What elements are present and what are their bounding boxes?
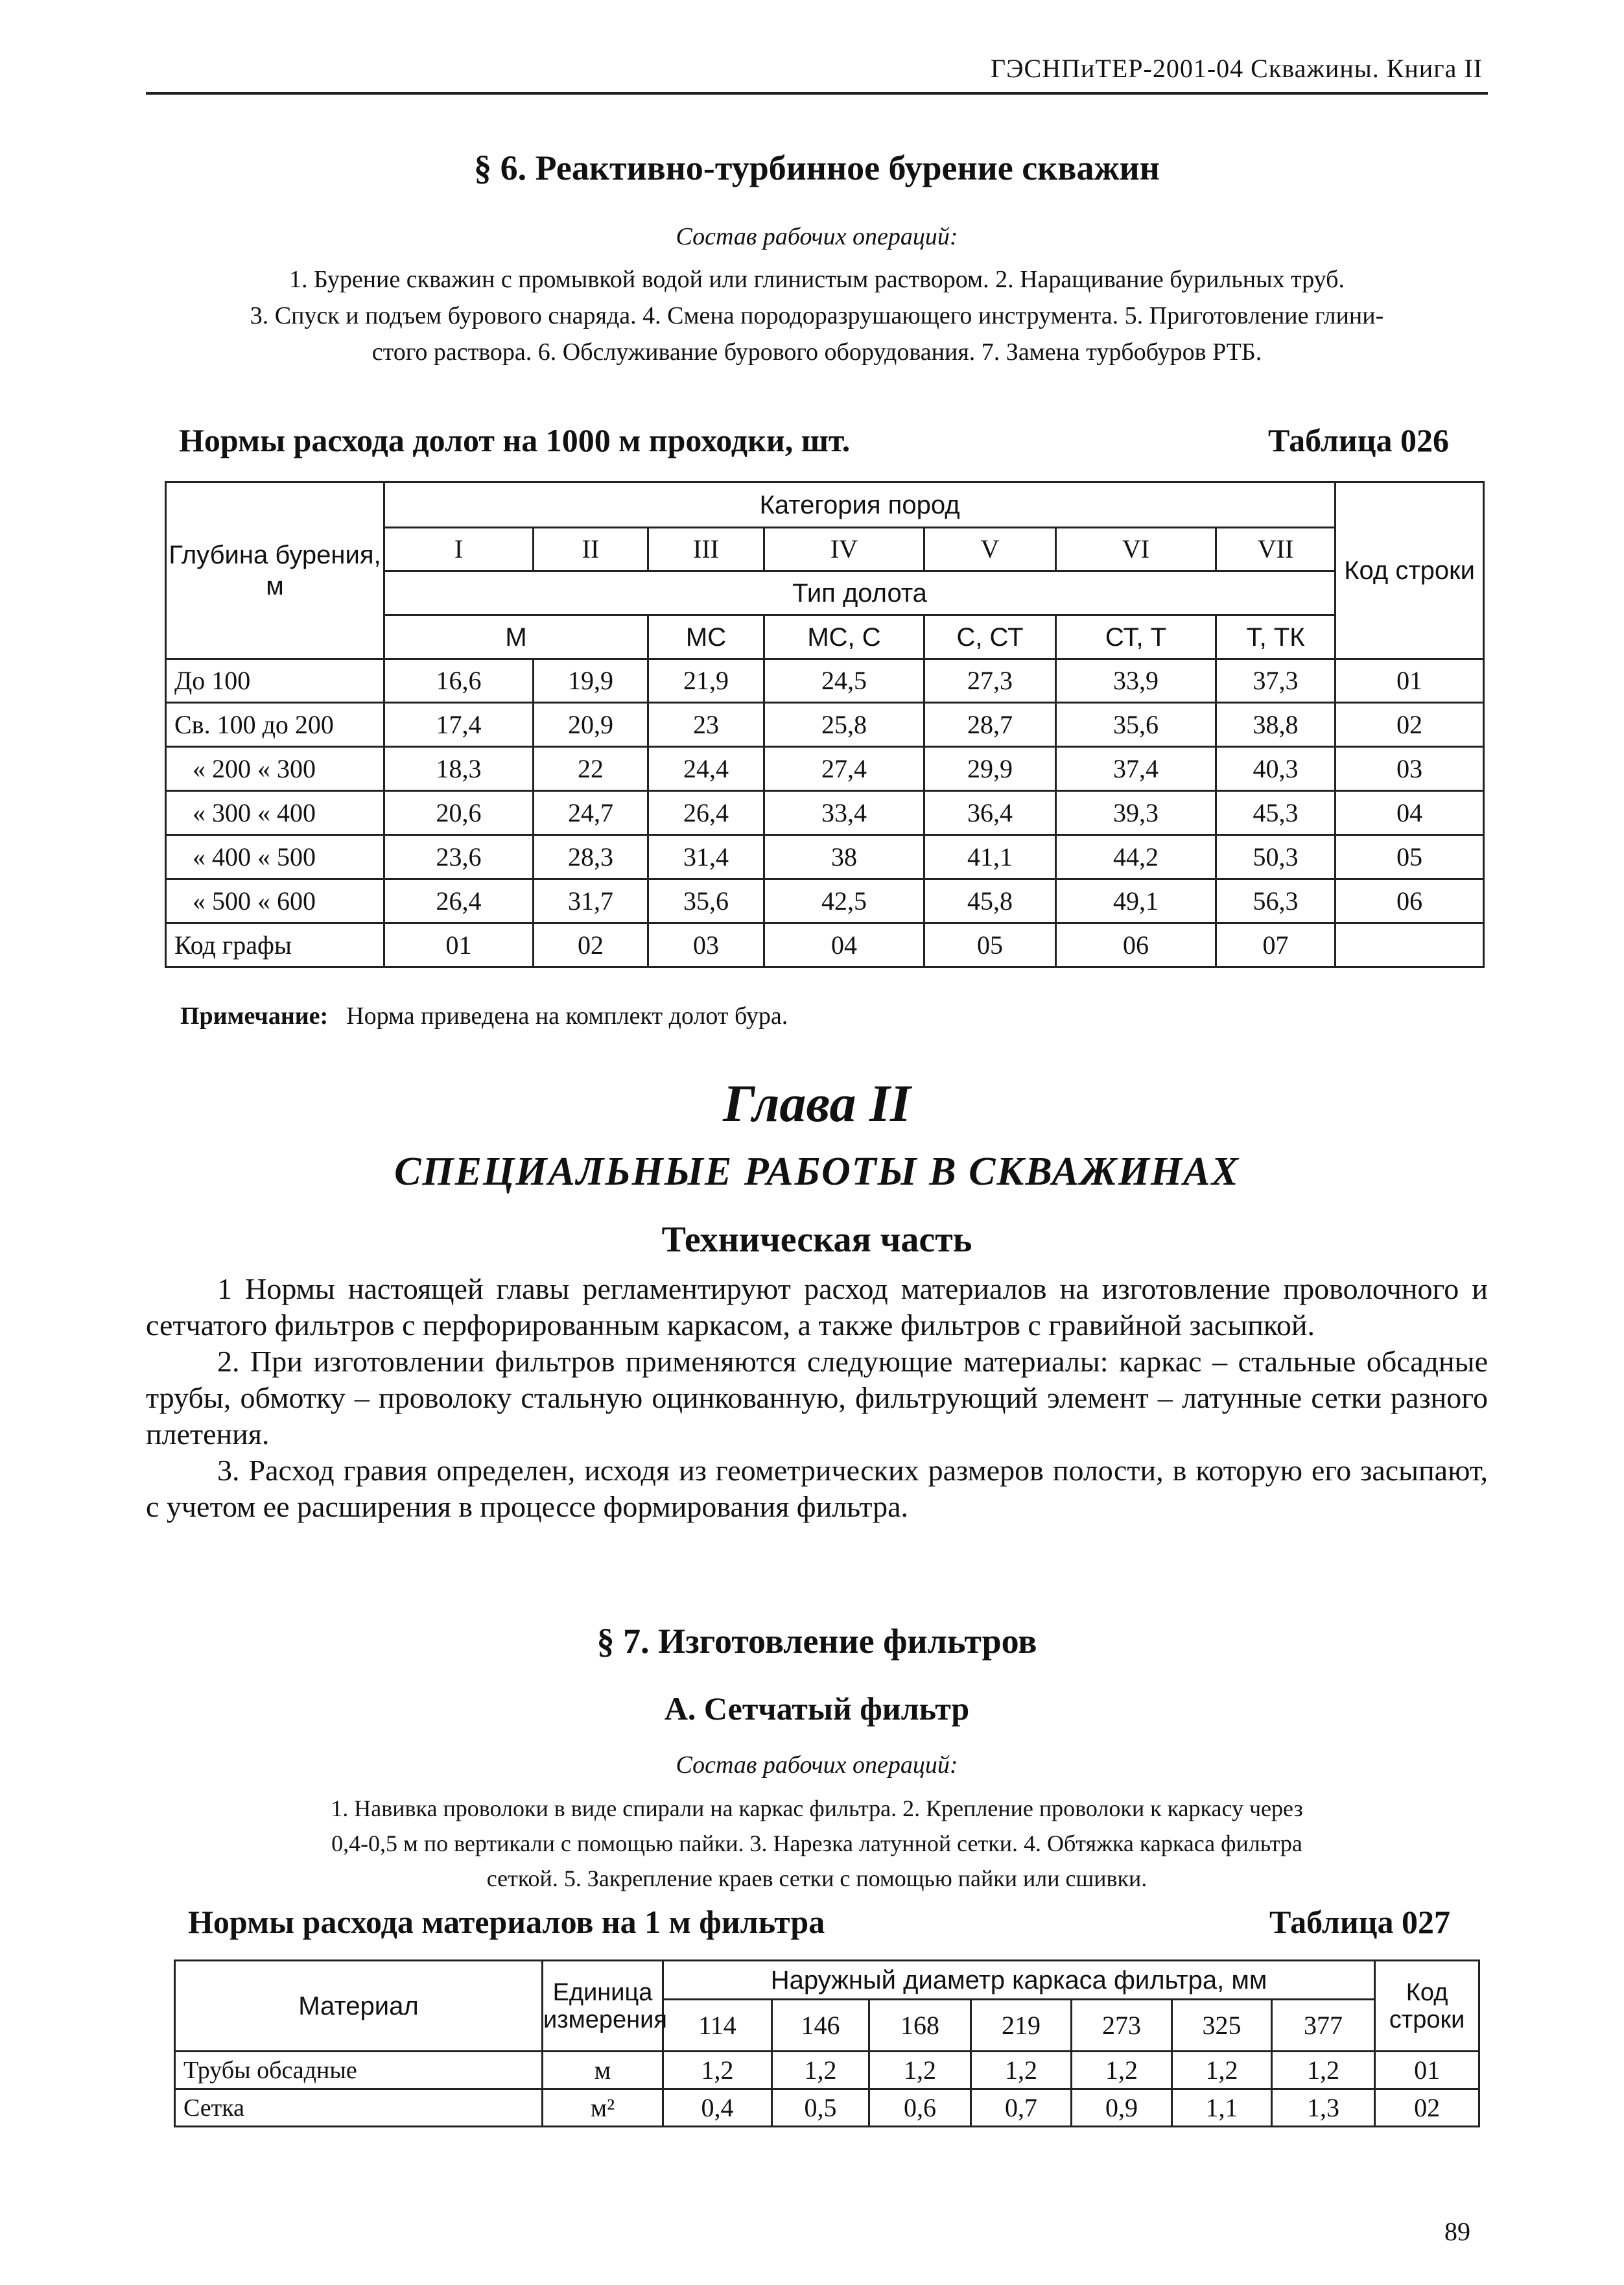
category-cell: VII: [1216, 528, 1336, 571]
value-cell: 41,1: [924, 835, 1056, 879]
column-code-row: [166, 923, 1484, 967]
column-code-cell: 01: [384, 923, 534, 967]
value-cell: 35,6: [1056, 703, 1216, 747]
table-row: [166, 703, 1484, 747]
page-number: 89: [1444, 2217, 1470, 2246]
diameter-cell: 219: [971, 2000, 1072, 2052]
value-cell: 25,8: [764, 703, 924, 747]
bit-type-cell: МС: [648, 615, 764, 659]
value-cell: 38,8: [1216, 703, 1336, 747]
bit-type-cell: Т, ТК: [1216, 615, 1336, 659]
value-cell: 24,7: [534, 791, 648, 835]
unit-cell: м: [543, 2052, 663, 2089]
operations-line: 3. Спуск и подъем бурового снаряда. 4. Смена породоразрушающего инструмента. 5. Приготовление глини-: [250, 302, 1384, 329]
value-cell: 24,5: [764, 659, 924, 703]
depth-cell: Св. 100 до 200: [166, 703, 384, 747]
table-note: [180, 1002, 788, 1030]
value-cell: 45,8: [924, 879, 1056, 923]
value-cell: 1,3: [1272, 2089, 1375, 2127]
value-cell: 33,4: [764, 791, 924, 835]
table-number: Таблица 026: [1268, 422, 1450, 458]
section-title: § 6. Реактивно-турбинное бурение скважин: [474, 148, 1160, 187]
value-cell: 1,2: [869, 2052, 971, 2089]
running-title: ГЭСНПиТЕР-2001-04 Скважины. Книга II: [991, 54, 1483, 83]
column-code-cell: 05: [924, 923, 1056, 967]
diameter-cell: 377: [1272, 2000, 1375, 2052]
table-row: [175, 2089, 1479, 2127]
table-row: [166, 659, 1484, 703]
column-code-cell: 03: [648, 923, 764, 967]
code-cell: 06: [1336, 879, 1484, 923]
value-cell: 49,1: [1056, 879, 1216, 923]
category-cell: III: [648, 528, 764, 571]
value-cell: 33,9: [1056, 659, 1216, 703]
value-cell: 1,2: [1072, 2052, 1172, 2089]
value-cell: 31,7: [534, 879, 648, 923]
technical-part-text: [146, 1271, 1488, 1525]
operations-line: 0,4-0,5 м по вертикали с помощью пайки. 3. Нарезка латунной сетки. 4. Обтяжка каркаса фильтра: [331, 1830, 1302, 1856]
column-code-label: Код графы: [166, 923, 384, 967]
value-cell: 44,2: [1056, 835, 1216, 879]
value-cell: 16,6: [384, 659, 534, 703]
bit-type-cell: С, СТ: [924, 615, 1056, 659]
value-cell: 36,4: [924, 791, 1056, 835]
value-cell: 40,3: [1216, 747, 1336, 791]
code-cell: 04: [1336, 791, 1484, 835]
value-cell: 39,3: [1056, 791, 1216, 835]
value-cell: 17,4: [384, 703, 534, 747]
column-code-cell: 04: [764, 923, 924, 967]
bit-type-cell: МС, С: [764, 615, 924, 659]
bit-type-cell: СТ, Т: [1056, 615, 1216, 659]
depth-header: Глубина бурения, м: [166, 482, 384, 659]
row-code-header: Код строки: [1375, 1961, 1479, 2052]
category-cell: II: [534, 528, 648, 571]
unit-cell: м²: [543, 2089, 663, 2127]
table-row: [166, 791, 1484, 835]
category-cell: I: [384, 528, 534, 571]
value-cell: 0,4: [663, 2089, 772, 2127]
operations-line: 1. Бурение скважин с промывкой водой или глинистым раствором. 2. Наращивание бурильных труб.: [288, 266, 1345, 293]
operations-line: сеткой. 5. Закрепление краев сетки с помощью пайки или сшивки.: [486, 1865, 1147, 1891]
value-cell: 27,4: [764, 747, 924, 791]
value-cell: 0,9: [1072, 2089, 1172, 2127]
note-label: Примечание:: [180, 1002, 329, 1030]
value-cell: 1,2: [1272, 2052, 1375, 2089]
value-cell: 1,2: [1172, 2052, 1272, 2089]
section-title: § 7. Изготовление фильтров: [596, 1622, 1037, 1661]
value-cell: 56,3: [1216, 879, 1336, 923]
value-cell: 29,9: [924, 747, 1056, 791]
value-cell: 23: [648, 703, 764, 747]
diameter-cell: 114: [663, 2000, 772, 2052]
value-cell: 35,6: [648, 879, 764, 923]
category-cell: VI: [1056, 528, 1216, 571]
value-cell: 1,1: [1172, 2089, 1272, 2127]
operations-caption: Состав рабочих операций:: [676, 1751, 958, 1779]
bit-type-header: Тип долота: [384, 571, 1336, 615]
value-cell: 42,5: [764, 879, 924, 923]
value-cell: 45,3: [1216, 791, 1336, 835]
diameter-cell: 325: [1172, 2000, 1272, 2052]
value-cell: 1,2: [663, 2052, 772, 2089]
value-cell: 0,5: [772, 2089, 869, 2127]
material-cell: Трубы обсадные: [175, 2052, 543, 2089]
code-cell: 05: [1336, 835, 1484, 879]
running-header: [146, 53, 1488, 95]
value-cell: 22: [534, 747, 648, 791]
value-cell: 0,7: [971, 2089, 1072, 2127]
value-cell: 23,6: [384, 835, 534, 879]
value-cell: 18,3: [384, 747, 534, 791]
paragraph: 3. Расход гравия определен, исходя из геометрических размеров полости, в которую его засыпают, с учетом ее расширения в процессе формирования фильтра.: [146, 1454, 1488, 1523]
value-cell: 26,4: [648, 791, 764, 835]
depth-cell: « 300 « 400: [166, 791, 384, 835]
material-cell: Сетка: [175, 2089, 543, 2127]
table-caption: Нормы расхода материалов на 1 м фильтра: [188, 1904, 825, 1940]
paragraph: 2. При изготовлении фильтров применяются следующие материалы: каркас – стальные обсадные трубы, обмотку – проволоку стальную оцинкованную, фильтрующий элемент – латунные сетки разного плетения.: [146, 1345, 1488, 1450]
table-row: [166, 747, 1484, 791]
diameter-cell: 273: [1072, 2000, 1172, 2052]
value-cell: 1,2: [971, 2052, 1072, 2089]
paragraph: 1 Нормы настоящей главы регламентируют расход материалов на изготовление проволочного и сетчатого фильтров с перфорированным каркасом, а также фильтров с гравийной засыпкой.: [146, 1272, 1488, 1342]
column-code-cell: 07: [1216, 923, 1336, 967]
column-code-cell: 02: [534, 923, 648, 967]
code-cell: 02: [1336, 703, 1484, 747]
category-header: Категория пород: [384, 482, 1336, 528]
diameter-cell: 168: [869, 2000, 971, 2052]
materials-table: [174, 1959, 1480, 2127]
chapter-title: Глава II: [723, 1074, 911, 1133]
value-cell: 24,4: [648, 747, 764, 791]
note-text: Норма приведена на комплект долот бура.: [346, 1002, 788, 1030]
operations-caption: Состав рабочих операций:: [676, 223, 958, 250]
code-cell: 03: [1336, 747, 1484, 791]
row-code-header: Код строки: [1336, 482, 1484, 659]
value-cell: 37,4: [1056, 747, 1216, 791]
bit-consumption-table: [165, 481, 1485, 968]
table-row: [175, 2052, 1479, 2089]
category-cell: IV: [764, 528, 924, 571]
unit-header: Единица измерения: [543, 1961, 663, 2052]
value-cell: 27,3: [924, 659, 1056, 703]
chapter-subtitle: СПЕЦИАЛЬНЫЕ РАБОТЫ В СКВАЖИНАХ: [394, 1150, 1240, 1194]
subsection-title: А. Сетчатый фильтр: [664, 1690, 970, 1727]
depth-cell: « 500 « 600: [166, 879, 384, 923]
code-cell: 02: [1375, 2089, 1479, 2127]
material-header: Материал: [175, 1961, 543, 2052]
table-caption: Нормы расхода долот на 1000 м проходки, шт.: [179, 422, 851, 458]
value-cell: 37,3: [1216, 659, 1336, 703]
table-number: Таблица 027: [1269, 1904, 1451, 1940]
bit-type-cell: М: [384, 615, 648, 659]
technical-part-title: Техническая часть: [661, 1220, 972, 1260]
value-cell: 20,9: [534, 703, 648, 747]
depth-cell: До 100: [166, 659, 384, 703]
value-cell: 21,9: [648, 659, 764, 703]
value-cell: 28,3: [534, 835, 648, 879]
column-code-cell: 06: [1056, 923, 1216, 967]
diameter-header: Наружный диаметр каркаса фильтра, мм: [663, 1961, 1375, 2000]
operations-line: стого раствора. 6. Обслуживание бурового оборудования. 7. Замена турбобуров РТБ.: [371, 338, 1262, 366]
value-cell: 19,9: [534, 659, 648, 703]
operations-line: 1. Навивка проволоки в виде спирали на каркас фильтра. 2. Крепление проволоки к каркасу через: [331, 1795, 1303, 1821]
value-cell: 50,3: [1216, 835, 1336, 879]
code-cell: 01: [1336, 659, 1484, 703]
category-cell: V: [924, 528, 1056, 571]
operations-list: [146, 1791, 1488, 1896]
value-cell: 31,4: [648, 835, 764, 879]
table-row: [166, 879, 1484, 923]
value-cell: 20,6: [384, 791, 534, 835]
code-cell: 01: [1375, 2052, 1479, 2089]
value-cell: 26,4: [384, 879, 534, 923]
operations-list: [146, 261, 1488, 370]
table-row: [166, 835, 1484, 879]
depth-cell: « 200 « 300: [166, 747, 384, 791]
diameter-cell: 146: [772, 2000, 869, 2052]
depth-cell: « 400 « 500: [166, 835, 384, 879]
value-cell: 28,7: [924, 703, 1056, 747]
value-cell: 0,6: [869, 2089, 971, 2127]
code-cell: [1336, 923, 1484, 967]
value-cell: 38: [764, 835, 924, 879]
value-cell: 1,2: [772, 2052, 869, 2089]
